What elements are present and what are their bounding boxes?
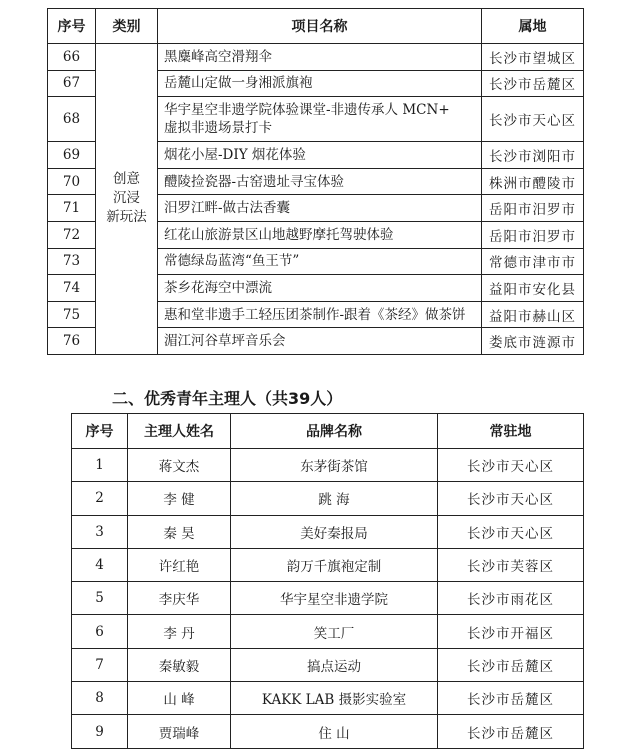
project-location: 娄底市涟源市 [482, 328, 584, 355]
base-location: 长沙市芙蓉区 [438, 548, 584, 581]
row-num: 67 [48, 70, 96, 97]
row-num: 3 [72, 515, 128, 548]
category-cell [96, 44, 158, 355]
base-location: 长沙市天心区 [438, 515, 584, 548]
project-name-line: 黑麋峰高空滑翔伞 [164, 48, 272, 65]
row-num: 1 [72, 449, 128, 482]
base-location: 长沙市岳麓区 [438, 715, 584, 748]
category-line: 沉浸 [113, 190, 140, 207]
projects-table [47, 8, 584, 355]
row-num: 75 [48, 301, 96, 328]
project-name [158, 70, 482, 97]
projects-header-row [48, 9, 584, 44]
header-brand: 品牌名称 [231, 414, 438, 449]
row-num: 8 [72, 682, 128, 715]
project-location: 益阳市赫山区 [482, 301, 584, 328]
table-row [72, 449, 584, 482]
header-category: 类别 [96, 9, 158, 44]
hosts-header-row [72, 414, 584, 449]
host-name: 贾瑞峰 [128, 715, 231, 748]
table-row [72, 715, 584, 748]
project-name-line: 湄江河谷草坪音乐会 [164, 333, 286, 350]
host-name: 蒋文杰 [128, 449, 231, 482]
row-num: 6 [72, 615, 128, 648]
project-location: 长沙市岳麓区 [482, 70, 584, 97]
base-location: 长沙市岳麓区 [438, 682, 584, 715]
host-name: 李 丹 [128, 615, 231, 648]
brand-name: 美好秦报局 [231, 515, 438, 548]
project-location: 长沙市浏阳市 [482, 142, 584, 169]
project-name [158, 221, 482, 248]
category-line: 创意 [113, 171, 140, 188]
row-num: 72 [48, 221, 96, 248]
row-num: 71 [48, 195, 96, 222]
table-row [72, 682, 584, 715]
project-name [158, 275, 482, 302]
brand-name: 华宇星空非遗学院 [231, 582, 438, 615]
host-name: 李庆华 [128, 582, 231, 615]
base-location: 长沙市岳麓区 [438, 648, 584, 681]
header-base: 常驻地 [438, 414, 584, 449]
project-location: 岳阳市汨罗市 [482, 221, 584, 248]
row-num: 70 [48, 168, 96, 195]
brand-name: 住 山 [231, 715, 438, 748]
project-name-line: 常德绿岛蓝湾“鱼王节” [164, 253, 300, 270]
row-num: 4 [72, 548, 128, 581]
project-name [158, 44, 482, 71]
table-row [72, 615, 584, 648]
header-num: 序号 [72, 414, 128, 449]
row-num: 74 [48, 275, 96, 302]
header-location: 属地 [482, 9, 584, 44]
table-row [48, 44, 584, 71]
project-name-line: 醴陵捡瓷器-古窑遗址寻宝体验 [164, 173, 345, 190]
brand-name: KAKK LAB 摄影实验室 [231, 682, 438, 715]
project-name-line: 汨罗江畔-做古法香囊 [164, 200, 291, 217]
host-name: 李 健 [128, 482, 231, 515]
host-name: 许红艳 [128, 548, 231, 581]
table-row [72, 548, 584, 581]
project-name-line: 红花山旅游景区山地越野摩托驾驶体验 [164, 226, 394, 243]
table-row [72, 482, 584, 515]
table-row [72, 515, 584, 548]
host-name: 秦敏毅 [128, 648, 231, 681]
project-location: 长沙市望城区 [482, 44, 584, 71]
section-title: 二、优秀青年主理人（共39人） [112, 389, 343, 408]
project-name-line: 华宇星空非遗学院体验课堂-非遗传承人 MCN+ [164, 102, 450, 119]
brand-name: 笑工厂 [231, 615, 438, 648]
base-location: 长沙市雨花区 [438, 582, 584, 615]
project-location: 益阳市安化县 [482, 275, 584, 302]
project-name [158, 301, 482, 328]
brand-name: 搞点运动 [231, 648, 438, 681]
header-project: 项目名称 [158, 9, 482, 44]
project-name-line: 岳麓山定做一身湘派旗袍 [164, 75, 313, 92]
project-location: 长沙市天心区 [482, 97, 584, 142]
host-name: 秦 昊 [128, 515, 231, 548]
header-host: 主理人姓名 [128, 414, 231, 449]
project-name-line: 烟花小屋-DIY 烟花体验 [164, 146, 306, 163]
project-name [158, 97, 482, 142]
project-name [158, 248, 482, 275]
row-num: 73 [48, 248, 96, 275]
project-location: 常德市津市市 [482, 248, 584, 275]
header-num: 序号 [48, 9, 96, 44]
row-num: 5 [72, 582, 128, 615]
base-location: 长沙市开福区 [438, 615, 584, 648]
project-name [158, 195, 482, 222]
project-location: 岳阳市汨罗市 [482, 195, 584, 222]
project-name-line: 虚拟非遗场景打卡 [164, 120, 272, 137]
hosts-table [71, 413, 584, 749]
row-num: 69 [48, 142, 96, 169]
row-num: 2 [72, 482, 128, 515]
category-line: 新玩法 [106, 209, 147, 226]
base-location: 长沙市天心区 [438, 482, 584, 515]
brand-name: 韵万千旗袍定制 [231, 548, 438, 581]
row-num: 9 [72, 715, 128, 748]
row-num: 68 [48, 97, 96, 142]
host-name: 山 峰 [128, 682, 231, 715]
project-name [158, 168, 482, 195]
table-row [72, 648, 584, 681]
table-row [72, 582, 584, 615]
row-num: 7 [72, 648, 128, 681]
project-location: 株洲市醴陵市 [482, 168, 584, 195]
row-num: 66 [48, 44, 96, 71]
row-num: 76 [48, 328, 96, 355]
project-name-line: 茶乡花海空中漂流 [164, 279, 272, 296]
project-name [158, 142, 482, 169]
project-name [158, 328, 482, 355]
project-name-line: 惠和堂非遗手工轻压团茶制作-跟着《茶经》做茶饼 [164, 306, 466, 323]
base-location: 长沙市天心区 [438, 449, 584, 482]
brand-name: 东茅街茶馆 [231, 449, 438, 482]
brand-name: 跳 海 [231, 482, 438, 515]
